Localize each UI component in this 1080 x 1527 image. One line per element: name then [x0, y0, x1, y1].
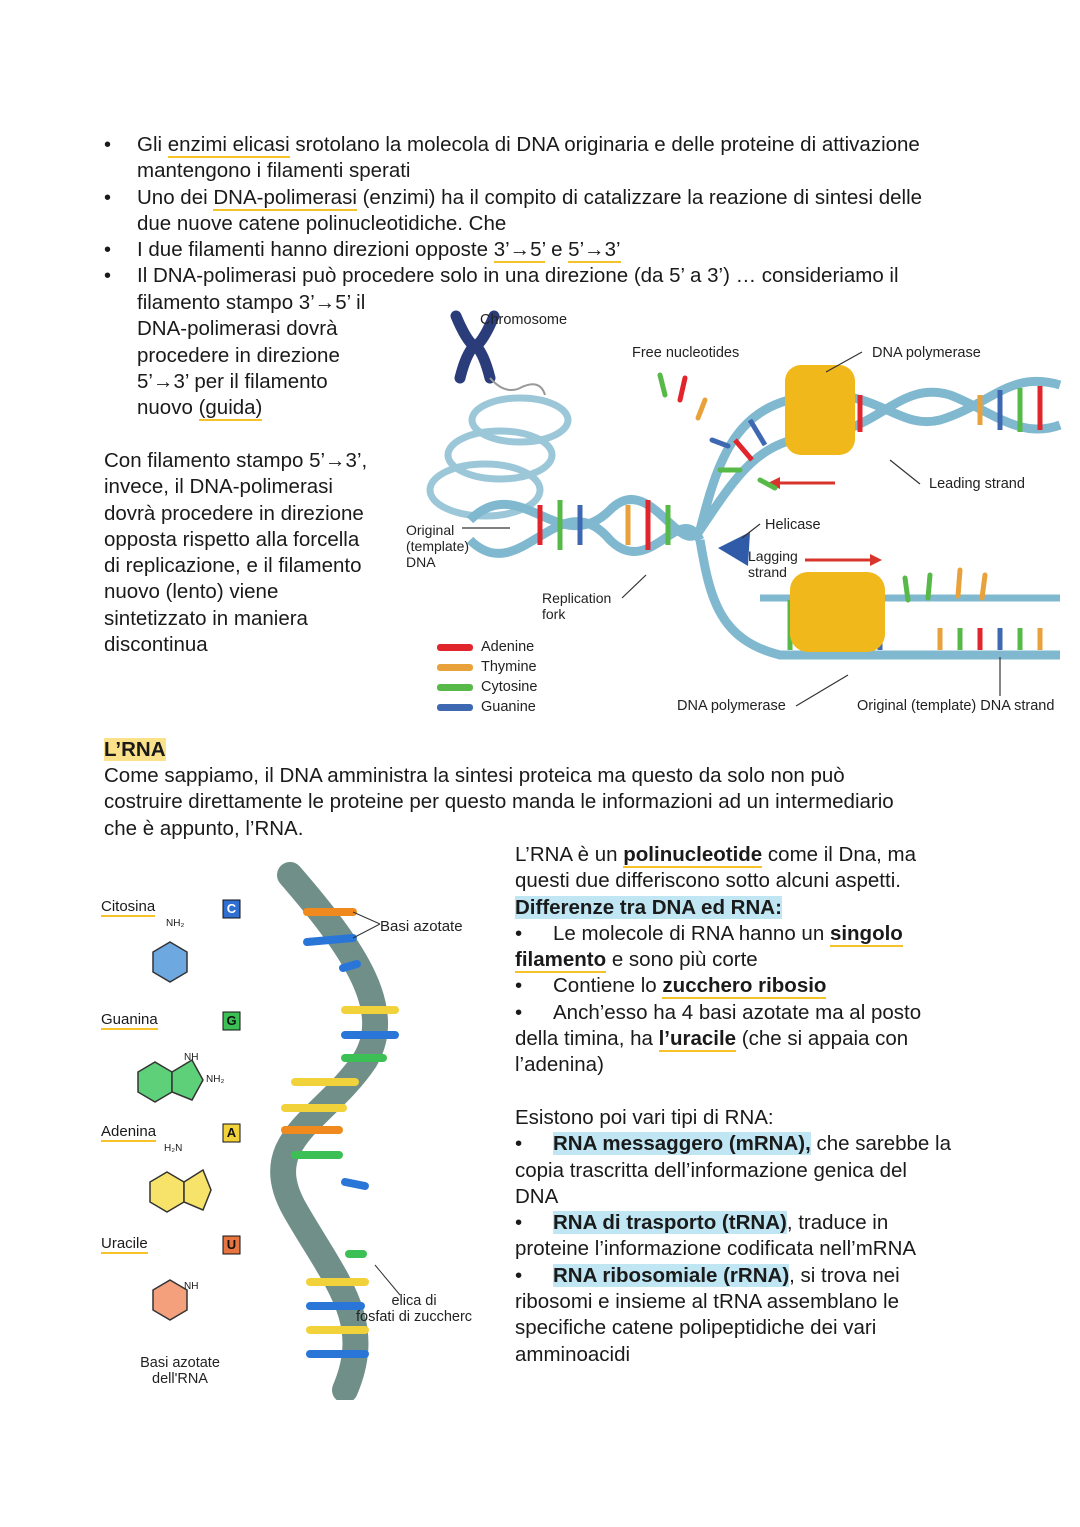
label-replication-fork: Replication fork [542, 590, 612, 622]
legend-swatch-cytosine [437, 684, 473, 691]
mrna-label: RNA messaggero (mRNA), [553, 1132, 811, 1156]
rna-heading [104, 737, 166, 763]
guanine-molecule [138, 1060, 203, 1102]
base-label-citosina: Citosina [101, 898, 156, 915]
legend-item: Cytosine [437, 677, 537, 697]
legend-item: Adenine [437, 637, 537, 657]
paragraph-lagging: Con filamento stampo 5’→3’, invece, il DNA-polimerasi dovrà procedere in direzione opposta rispetto alla forcella di replicazione, e il filamento nuovo (lento) viene sintetizzato in maniera discontinua [104, 449, 368, 657]
label-leading-strand: Leading strand [929, 476, 1025, 492]
heading-lrna: L’RNA [104, 738, 166, 761]
label-dna-polymerase-top: DNA polymerase [872, 345, 981, 361]
sub-nh-guanina: NH [184, 1052, 199, 1063]
underline-enzimi-elicasi: enzimi elicasi [167, 133, 290, 156]
underline-guida: (guida) [198, 396, 263, 420]
helicase-enzyme [718, 532, 750, 566]
trna-label: RNA di trasporto (tRNA) [553, 1211, 787, 1235]
label-basi-azotate: Basi azotate [380, 918, 463, 935]
adenine-molecule [150, 1170, 211, 1212]
bullet-elicasi: • Gli enzimi elicasi srotolano la molecola di DNA originaria e delle proteine di attivazione mantengono i filamenti sperati [104, 132, 1004, 185]
letter-u: U [226, 1237, 237, 1252]
label-lagging-strand: Lagging strand [748, 548, 798, 580]
sub-nh2-citosina: NH₂ [166, 918, 185, 929]
label-original-template: Original (template) DNA [406, 522, 470, 570]
continuation-text: filamento stampo 3’→5’ il DNA-polimerasi dovrà procedere in direzione 5’→3’ per il filamento nuovo (guida) [137, 291, 366, 420]
bullet-polimerasi: • Uno dei DNA-polimerasi (enzimi) ha il compito di catalizzare la reazione di sintesi delle due nuove catene polinucleotidiche. Che [104, 185, 1004, 238]
legend-swatch-thymine [437, 664, 473, 671]
label-helicase: Helicase [765, 517, 821, 533]
bullet-direzione-unica: • Il DNA-polimerasi può procedere solo in una direzione (da 5’ a 3’) … consideriamo il [104, 263, 1004, 289]
label-dna-polymerase-bottom: DNA polymerase [677, 698, 786, 714]
legend-swatch-guanine [437, 704, 473, 711]
cytosine-molecule [153, 942, 187, 982]
letter-a: A [226, 1125, 237, 1140]
dna-polymerase-top-enzyme [785, 365, 855, 455]
legend-swatch-adenine [437, 644, 473, 651]
base-label-uracile: Uracile [101, 1235, 148, 1252]
base-label-adenina: Adenina [101, 1123, 157, 1140]
underline-dna-polimerasi: DNA-polimerasi [213, 185, 357, 209]
letter-g: G [226, 1013, 237, 1028]
label-original-template-strand: Original (template) DNA strand [857, 698, 1055, 714]
rrna-label: RNA ribosomiale (rRNA) [553, 1263, 790, 1287]
letter-c: C [226, 901, 237, 916]
rna-intro: Come sappiamo, il DNA amministra la sintesi proteica ma questo da solo non può costruire direttamente le proteine per questo manda le informazioni ad un intermediario che è appunto, l’RNA. [104, 764, 894, 840]
sub-nh2-guanina: NH₂ [206, 1074, 225, 1085]
figure-legend [437, 637, 537, 717]
legend-item: Thymine [437, 657, 537, 677]
legend-item: Guanine [437, 697, 537, 717]
bullet-direzioni: • I due filamenti hanno direzioni opposte 3’→5’ e 5’→3’ [104, 237, 1004, 263]
base-label-guanina: Guanina [101, 1011, 158, 1028]
differences-heading: Differenze tra DNA ed RNA: [515, 895, 782, 919]
dna-replication-diagram [0, 0, 1080, 730]
dna-polymerase-bottom-enzyme [790, 572, 885, 652]
uracil-molecule [153, 1280, 187, 1320]
leading-strand-branch [700, 365, 1060, 530]
rna-right-column: L’RNA è un polinucleotide come il Dna, ma questi due differiscono sotto alcuni aspetti. Differenze tra DNA ed RNA: • Le molecole di RNA hanno un singolo filamento e sono più corte • Contiene lo zucchero ribosio • Anch’esso ha 4 basi azotate ma al posto della timina, ha l’uracile (che si appaia con l’adenina) Esistono poi vari tipi di RNA: • RNA messaggero (mRNA), che sarebbe la copia trascritta dell’informazione genica del DNA • RNA di trasporto (tRNA), traduce in proteine l’informazione codificata nell’mRNA • RNA ribosomiale (rRNA), si trova nei ribosomi e insieme al tRNA assemblano le specifiche catene polipeptidiche dei vari amminoacidi [515, 843, 951, 1366]
label-chromosome: Chromosome [480, 312, 568, 328]
caption-basi-azotate: Basi azotate dell'RNA [140, 1355, 220, 1387]
parent-helix [470, 500, 700, 554]
sub-nh-uracile: NH [184, 1281, 199, 1292]
label-elica: elica di fosfati di zuccherc [356, 1293, 473, 1325]
sub-h2n-adenina: H₂N [164, 1143, 183, 1154]
label-free-nucleotides: Free nucleotides [632, 345, 740, 361]
coiled-dna [430, 398, 568, 516]
